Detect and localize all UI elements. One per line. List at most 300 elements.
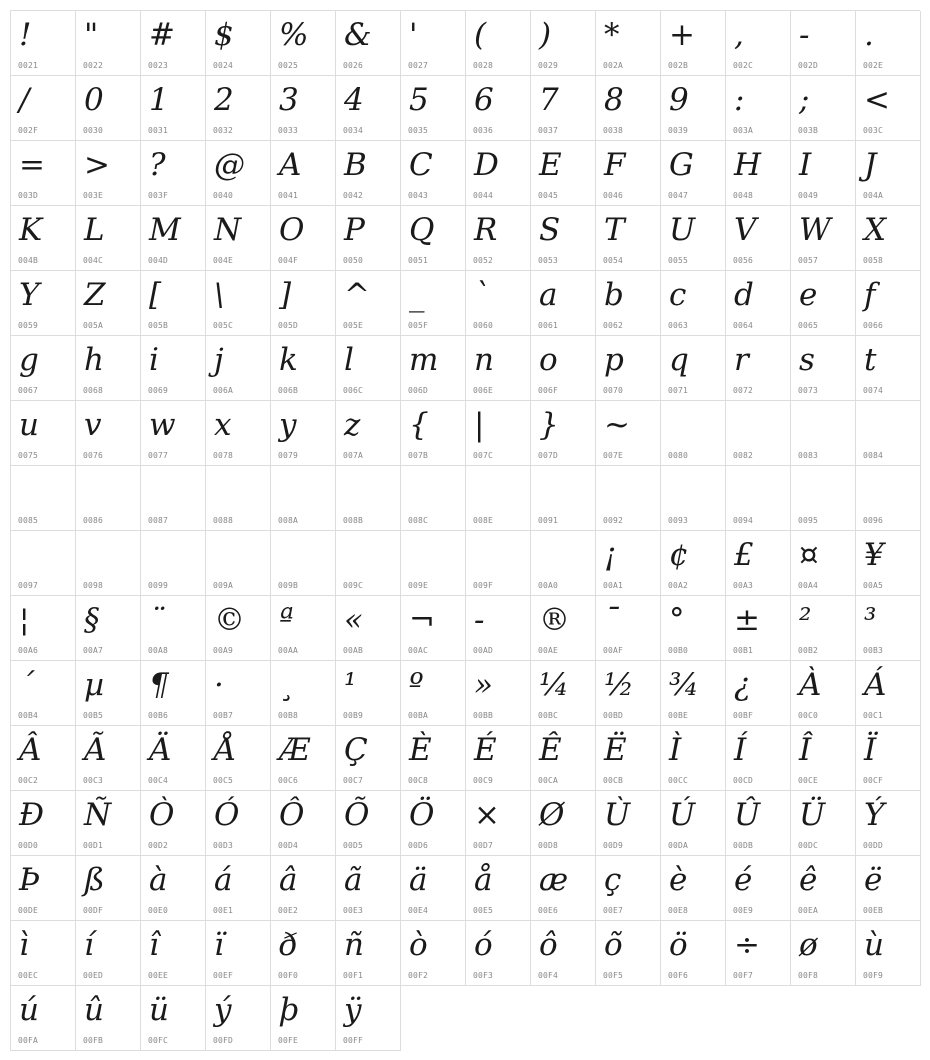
glyph-sample: å [474, 862, 493, 898]
glyph-sample: ¨ [149, 602, 165, 638]
glyph-codepoint-label: 00C7 [343, 776, 364, 785]
glyph-codepoint-label: 002D [798, 61, 819, 70]
glyph-cell [791, 596, 856, 661]
glyph-cell [531, 791, 596, 856]
glyph-codepoint-label: 00CA [538, 776, 559, 785]
glyph-codepoint-label: 0025 [278, 61, 299, 70]
glyph-sample: e [799, 277, 818, 313]
glyph-cell [401, 791, 466, 856]
glyph-codepoint-label: 007E [603, 451, 624, 460]
glyph-cell [76, 466, 141, 531]
glyph-sample: = [19, 147, 45, 183]
glyph-sample: D [474, 147, 499, 183]
glyph-cell [466, 336, 531, 401]
glyph-codepoint-label: 0083 [798, 451, 819, 460]
glyph-codepoint-label: 0082 [733, 451, 754, 460]
glyph-codepoint-label: 00CF [863, 776, 884, 785]
glyph-cell [141, 726, 206, 791]
glyph-codepoint-label: 00B4 [18, 711, 39, 720]
glyph-codepoint-label: 0080 [668, 451, 689, 460]
glyph-sample: X [864, 212, 887, 248]
glyph-codepoint-label: 00AA [278, 646, 299, 655]
glyph-sample: B [344, 147, 367, 183]
glyph-codepoint-label: 006C [343, 386, 364, 395]
glyph-sample: ù [864, 927, 884, 963]
glyph-cell [206, 336, 271, 401]
glyph-codepoint-label: 007D [538, 451, 559, 460]
glyph-codepoint-label: 00D1 [83, 841, 104, 850]
glyph-sample: ' [409, 17, 418, 53]
glyph-codepoint-label: 002B [668, 61, 689, 70]
glyph-codepoint-label: 0064 [733, 321, 754, 330]
glyph-cell [531, 596, 596, 661]
glyph-codepoint-label: 0045 [538, 191, 559, 200]
glyph-codepoint-label: 0092 [603, 516, 624, 525]
glyph-cell [336, 466, 401, 531]
glyph-cell [336, 791, 401, 856]
glyph-codepoint-label: 00C3 [83, 776, 104, 785]
glyph-codepoint-label: 0075 [18, 451, 39, 460]
glyph-cell [401, 271, 466, 336]
glyph-codepoint-label: 0058 [863, 256, 884, 265]
glyph-codepoint-label: 00D8 [538, 841, 559, 850]
glyph-codepoint-label: 00EB [863, 906, 884, 915]
glyph-codepoint-label: 00BB [473, 711, 494, 720]
glyph-sample: ^ [344, 277, 370, 313]
glyph-codepoint-label: 0049 [798, 191, 819, 200]
glyph-codepoint-label: 00C5 [213, 776, 234, 785]
glyph-cell [76, 206, 141, 271]
glyph-sample: 7 [539, 82, 559, 118]
glyph-cell [531, 206, 596, 271]
glyph-codepoint-label: 00B1 [733, 646, 754, 655]
glyph-sample: ? [149, 147, 166, 183]
glyph-cell [661, 141, 726, 206]
glyph-sample: ¥ [864, 537, 884, 573]
glyph-sample: v [84, 407, 102, 443]
glyph-cell [206, 206, 271, 271]
glyph-codepoint-label: 008E [473, 516, 494, 525]
glyph-sample: q [669, 342, 689, 378]
glyph-cell [76, 336, 141, 401]
glyph-sample: î [149, 927, 159, 963]
glyph-codepoint-label: 0087 [148, 516, 169, 525]
glyph-codepoint-label: 00B5 [83, 711, 104, 720]
glyph-sample: ° [669, 602, 685, 638]
glyph-cell [661, 466, 726, 531]
glyph-sample: k [279, 342, 298, 378]
glyph-cell [791, 921, 856, 986]
glyph-sample: o [539, 342, 558, 378]
glyph-codepoint-label: 00DA [668, 841, 689, 850]
glyph-sample: & [344, 17, 372, 53]
glyph-cell [531, 271, 596, 336]
glyph-cell [596, 76, 661, 141]
glyph-sample: + [669, 17, 695, 53]
glyph-cell [401, 206, 466, 271]
glyph-cell [336, 76, 401, 141]
glyph-codepoint-label: 00CD [733, 776, 754, 785]
glyph-sample: 2 [214, 82, 234, 118]
glyph-sample: U [669, 212, 696, 248]
glyph-codepoint-label: 00C2 [18, 776, 39, 785]
glyph-sample: Ò [149, 797, 175, 833]
glyph-sample: | [474, 407, 485, 443]
glyph-cell [726, 921, 791, 986]
glyph-codepoint-label: 0029 [538, 61, 559, 70]
glyph-sample: @ [214, 147, 245, 183]
glyph-sample: { [409, 407, 429, 443]
glyph-cell [791, 76, 856, 141]
glyph-sample: G [669, 147, 694, 183]
glyph-cell [11, 986, 76, 1051]
glyph-cell [271, 661, 336, 726]
glyph-cell [206, 76, 271, 141]
glyph-sample: A [279, 147, 302, 183]
glyph-cell [531, 661, 596, 726]
glyph-cell [856, 76, 921, 141]
glyph-cell [596, 141, 661, 206]
glyph-sample: y [279, 407, 297, 443]
glyph-cell [791, 336, 856, 401]
glyph-sample: ¬ [409, 602, 435, 638]
glyph-cell [466, 791, 531, 856]
glyph-cell [11, 531, 76, 596]
glyph-cell [596, 336, 661, 401]
glyph-sample: . [864, 17, 874, 53]
glyph-sample: Ý [864, 797, 885, 833]
glyph-codepoint-label: 00B6 [148, 711, 169, 720]
glyph-codepoint-label: 0070 [603, 386, 624, 395]
glyph-sample: à [149, 862, 168, 898]
glyph-codepoint-label: 00E7 [603, 906, 624, 915]
glyph-cell [791, 661, 856, 726]
glyph-sample: 1 [149, 82, 169, 118]
glyph-sample: $ [214, 17, 234, 53]
glyph-codepoint-label: 00FA [18, 1036, 39, 1045]
glyph-sample: ) [539, 17, 552, 53]
glyph-cell [466, 466, 531, 531]
glyph-codepoint-label: 002E [863, 61, 884, 70]
glyph-cell [661, 856, 726, 921]
glyph-cell [531, 856, 596, 921]
glyph-codepoint-label: 0079 [278, 451, 299, 460]
glyph-codepoint-label: 00A7 [83, 646, 104, 655]
glyph-cell [661, 596, 726, 661]
glyph-cell [271, 271, 336, 336]
glyph-codepoint-label: 00ED [83, 971, 104, 980]
glyph-sample: 5 [409, 82, 429, 118]
glyph-sample: h [84, 342, 104, 378]
glyph-sample: ¿ [734, 667, 751, 703]
glyph-cell [206, 141, 271, 206]
glyph-sample: p [604, 342, 624, 378]
glyph-sample: ç [604, 862, 622, 898]
glyph-cell [206, 726, 271, 791]
glyph-sample: ! [19, 17, 32, 53]
glyph-sample: S [539, 212, 561, 248]
glyph-sample: ¦ [19, 602, 30, 638]
glyph-sample: Z [84, 277, 106, 313]
glyph-sample: ë [864, 862, 883, 898]
glyph-sample: F [604, 147, 626, 183]
glyph-cell [141, 76, 206, 141]
glyph-codepoint-label: 0099 [148, 581, 169, 590]
glyph-codepoint-label: 0061 [538, 321, 559, 330]
glyph-sample: Þ [19, 862, 40, 898]
glyph-codepoint-label: 008C [408, 516, 429, 525]
glyph-cell [141, 401, 206, 466]
glyph-sample: è [669, 862, 688, 898]
glyph-sample: Ê [539, 732, 562, 768]
glyph-codepoint-label: 0072 [733, 386, 754, 395]
glyph-cell [401, 531, 466, 596]
glyph-cell [401, 596, 466, 661]
glyph-codepoint-label: 00A0 [538, 581, 559, 590]
glyph-sample: ³ [864, 602, 877, 638]
glyph-sample: < [864, 82, 890, 118]
glyph-codepoint-label: 0050 [343, 256, 364, 265]
glyph-sample: / [19, 82, 30, 118]
glyph-sample: ê [799, 862, 818, 898]
glyph-sample: b [604, 277, 624, 313]
glyph-sample: [ [149, 277, 162, 313]
glyph-codepoint-label: 00EF [213, 971, 234, 980]
glyph-cell [726, 531, 791, 596]
glyph-codepoint-label: 0098 [83, 581, 104, 590]
glyph-sample: ð [279, 927, 298, 963]
glyph-sample: c [669, 277, 687, 313]
glyph-cell [661, 11, 726, 76]
glyph-cell [726, 661, 791, 726]
glyph-cell [336, 401, 401, 466]
glyph-codepoint-label: 0033 [278, 126, 299, 135]
glyph-cell [76, 726, 141, 791]
glyph-cell [76, 531, 141, 596]
glyph-codepoint-label: 00F9 [863, 971, 884, 980]
glyph-cell [531, 726, 596, 791]
glyph-codepoint-label: 0063 [668, 321, 689, 330]
glyph-codepoint-label: 00A4 [798, 581, 819, 590]
glyph-codepoint-label: 00F4 [538, 971, 559, 980]
glyph-codepoint-label: 0022 [83, 61, 104, 70]
glyph-cell [401, 336, 466, 401]
glyph-sample: õ [604, 927, 623, 963]
glyph-sample: L [84, 212, 105, 248]
glyph-sample: ´ [19, 667, 35, 703]
glyph-cell [141, 856, 206, 921]
glyph-cell [791, 141, 856, 206]
glyph-cell [271, 466, 336, 531]
glyph-codepoint-label: 00DC [798, 841, 819, 850]
glyph-codepoint-label: 009C [343, 581, 364, 590]
glyph-cell [466, 856, 531, 921]
glyph-codepoint-label: 004A [863, 191, 884, 200]
glyph-codepoint-label: 0036 [473, 126, 494, 135]
glyph-codepoint-label: 00AC [408, 646, 429, 655]
glyph-codepoint-label: 00A2 [668, 581, 689, 590]
glyph-sample: § [84, 602, 100, 638]
glyph-cell [401, 401, 466, 466]
glyph-codepoint-label: 006A [213, 386, 234, 395]
glyph-cell [726, 271, 791, 336]
glyph-sample: 9 [669, 82, 689, 118]
glyph-codepoint-label: 00AD [473, 646, 494, 655]
glyph-sample: Ã [84, 732, 107, 768]
glyph-sample: ï [214, 927, 224, 963]
glyph-cell [271, 76, 336, 141]
glyph-sample: ¹ [344, 667, 357, 703]
glyph-codepoint-label: 00CC [668, 776, 689, 785]
glyph-cell [141, 986, 206, 1051]
glyph-codepoint-label: 0051 [408, 256, 429, 265]
glyph-codepoint-label: 00B3 [863, 646, 884, 655]
glyph-cell [271, 531, 336, 596]
glyph-sample: E [539, 147, 562, 183]
glyph-sample: Ñ [84, 797, 112, 833]
glyph-cell [856, 206, 921, 271]
glyph-codepoint-label: 008B [343, 516, 364, 525]
glyph-codepoint-label: 0032 [213, 126, 234, 135]
glyph-codepoint-label: 0069 [148, 386, 169, 395]
glyph-cell [856, 661, 921, 726]
glyph-cell [206, 661, 271, 726]
glyph-cell [141, 271, 206, 336]
glyph-cell [791, 726, 856, 791]
glyph-codepoint-label: 00EC [18, 971, 39, 980]
glyph-cell [856, 726, 921, 791]
glyph-grid [10, 10, 920, 1051]
glyph-codepoint-label: 00A3 [733, 581, 754, 590]
glyph-codepoint-label: 00C8 [408, 776, 429, 785]
glyph-sample: x [214, 407, 232, 443]
glyph-codepoint-label: 0047 [668, 191, 689, 200]
glyph-sample: O [279, 212, 305, 248]
glyph-sample: ] [279, 277, 292, 313]
glyph-codepoint-label: 004E [213, 256, 234, 265]
glyph-sample: Õ [344, 797, 370, 833]
glyph-cell [726, 401, 791, 466]
glyph-cell [76, 986, 141, 1051]
glyph-sample: % [279, 17, 309, 53]
glyph-cell [11, 336, 76, 401]
glyph-codepoint-label: 00F3 [473, 971, 494, 980]
glyph-sample: ü [149, 992, 169, 1028]
glyph-sample: z [344, 407, 361, 443]
glyph-cell [791, 271, 856, 336]
glyph-codepoint-label: 00E3 [343, 906, 364, 915]
glyph-codepoint-label: 00AB [343, 646, 364, 655]
glyph-cell [11, 141, 76, 206]
glyph-sample: ø [799, 927, 818, 963]
glyph-codepoint-label: 0065 [798, 321, 819, 330]
glyph-cell [336, 11, 401, 76]
glyph-sample: M [149, 212, 181, 248]
glyph-sample: ¡ [604, 537, 617, 573]
glyph-cell [531, 531, 596, 596]
glyph-codepoint-label: 00EA [798, 906, 819, 915]
glyph-codepoint-label: 0076 [83, 451, 104, 460]
glyph-cell [336, 661, 401, 726]
glyph-sample: I [799, 147, 812, 183]
glyph-codepoint-label: 00E6 [538, 906, 559, 915]
glyph-sample: K [19, 212, 43, 248]
glyph-codepoint-label: 0053 [538, 256, 559, 265]
glyph-codepoint-label: 00B7 [213, 711, 234, 720]
glyph-cell [466, 661, 531, 726]
glyph-codepoint-label: 00DE [18, 906, 39, 915]
glyph-cell [661, 76, 726, 141]
glyph-codepoint-label: 00F2 [408, 971, 429, 980]
glyph-sample: , [734, 17, 744, 53]
glyph-cell [856, 921, 921, 986]
glyph-codepoint-label: 0040 [213, 191, 234, 200]
glyph-codepoint-label: 00E5 [473, 906, 494, 915]
glyph-cell [401, 921, 466, 986]
glyph-codepoint-label: 0048 [733, 191, 754, 200]
glyph-cell [76, 271, 141, 336]
glyph-cell [11, 466, 76, 531]
glyph-sample: _ [409, 277, 425, 313]
glyph-codepoint-label: 00F6 [668, 971, 689, 980]
glyph-sample: · [214, 667, 224, 703]
glyph-codepoint-label: 0067 [18, 386, 39, 395]
glyph-codepoint-label: 0073 [798, 386, 819, 395]
glyph-codepoint-label: 004D [148, 256, 169, 265]
glyph-codepoint-label: 0094 [733, 516, 754, 525]
glyph-cell [791, 791, 856, 856]
glyph-codepoint-label: 00B9 [343, 711, 364, 720]
glyph-cell [466, 11, 531, 76]
glyph-codepoint-label: 004B [18, 256, 39, 265]
glyph-codepoint-label: 005E [343, 321, 364, 330]
glyph-sample: \ [214, 277, 225, 313]
glyph-sample: £ [734, 537, 754, 573]
glyph-sample: R [474, 212, 498, 248]
glyph-sample: æ [539, 862, 569, 898]
glyph-cell [206, 791, 271, 856]
glyph-sample: Ü [799, 797, 826, 833]
glyph-codepoint-label: 006F [538, 386, 559, 395]
glyph-codepoint-label: 00FE [278, 1036, 299, 1045]
glyph-sample: ¶ [149, 667, 169, 703]
glyph-codepoint-label: 00F0 [278, 971, 299, 980]
glyph-codepoint-label: 00FF [343, 1036, 364, 1045]
glyph-cell [11, 856, 76, 921]
glyph-cell [726, 856, 791, 921]
glyph-sample: ¢ [669, 537, 689, 573]
glyph-cell [336, 986, 401, 1051]
glyph-sample: ± [734, 602, 760, 638]
glyph-sample: N [214, 212, 242, 248]
glyph-cell [11, 661, 76, 726]
glyph-cell [466, 271, 531, 336]
glyph-codepoint-label: 00D0 [18, 841, 39, 850]
glyph-codepoint-label: 006E [473, 386, 494, 395]
glyph-cell [76, 856, 141, 921]
glyph-cell [466, 206, 531, 271]
glyph-sample: r [734, 342, 749, 378]
glyph-sample: » [474, 667, 493, 703]
glyph-cell [336, 726, 401, 791]
glyph-sample: : [734, 82, 745, 118]
glyph-codepoint-label: 00FC [148, 1036, 169, 1045]
glyph-codepoint-label: 00E9 [733, 906, 754, 915]
glyph-cell [661, 401, 726, 466]
glyph-cell [206, 921, 271, 986]
glyph-sample: Å [214, 732, 237, 768]
glyph-codepoint-label: 005D [278, 321, 299, 330]
